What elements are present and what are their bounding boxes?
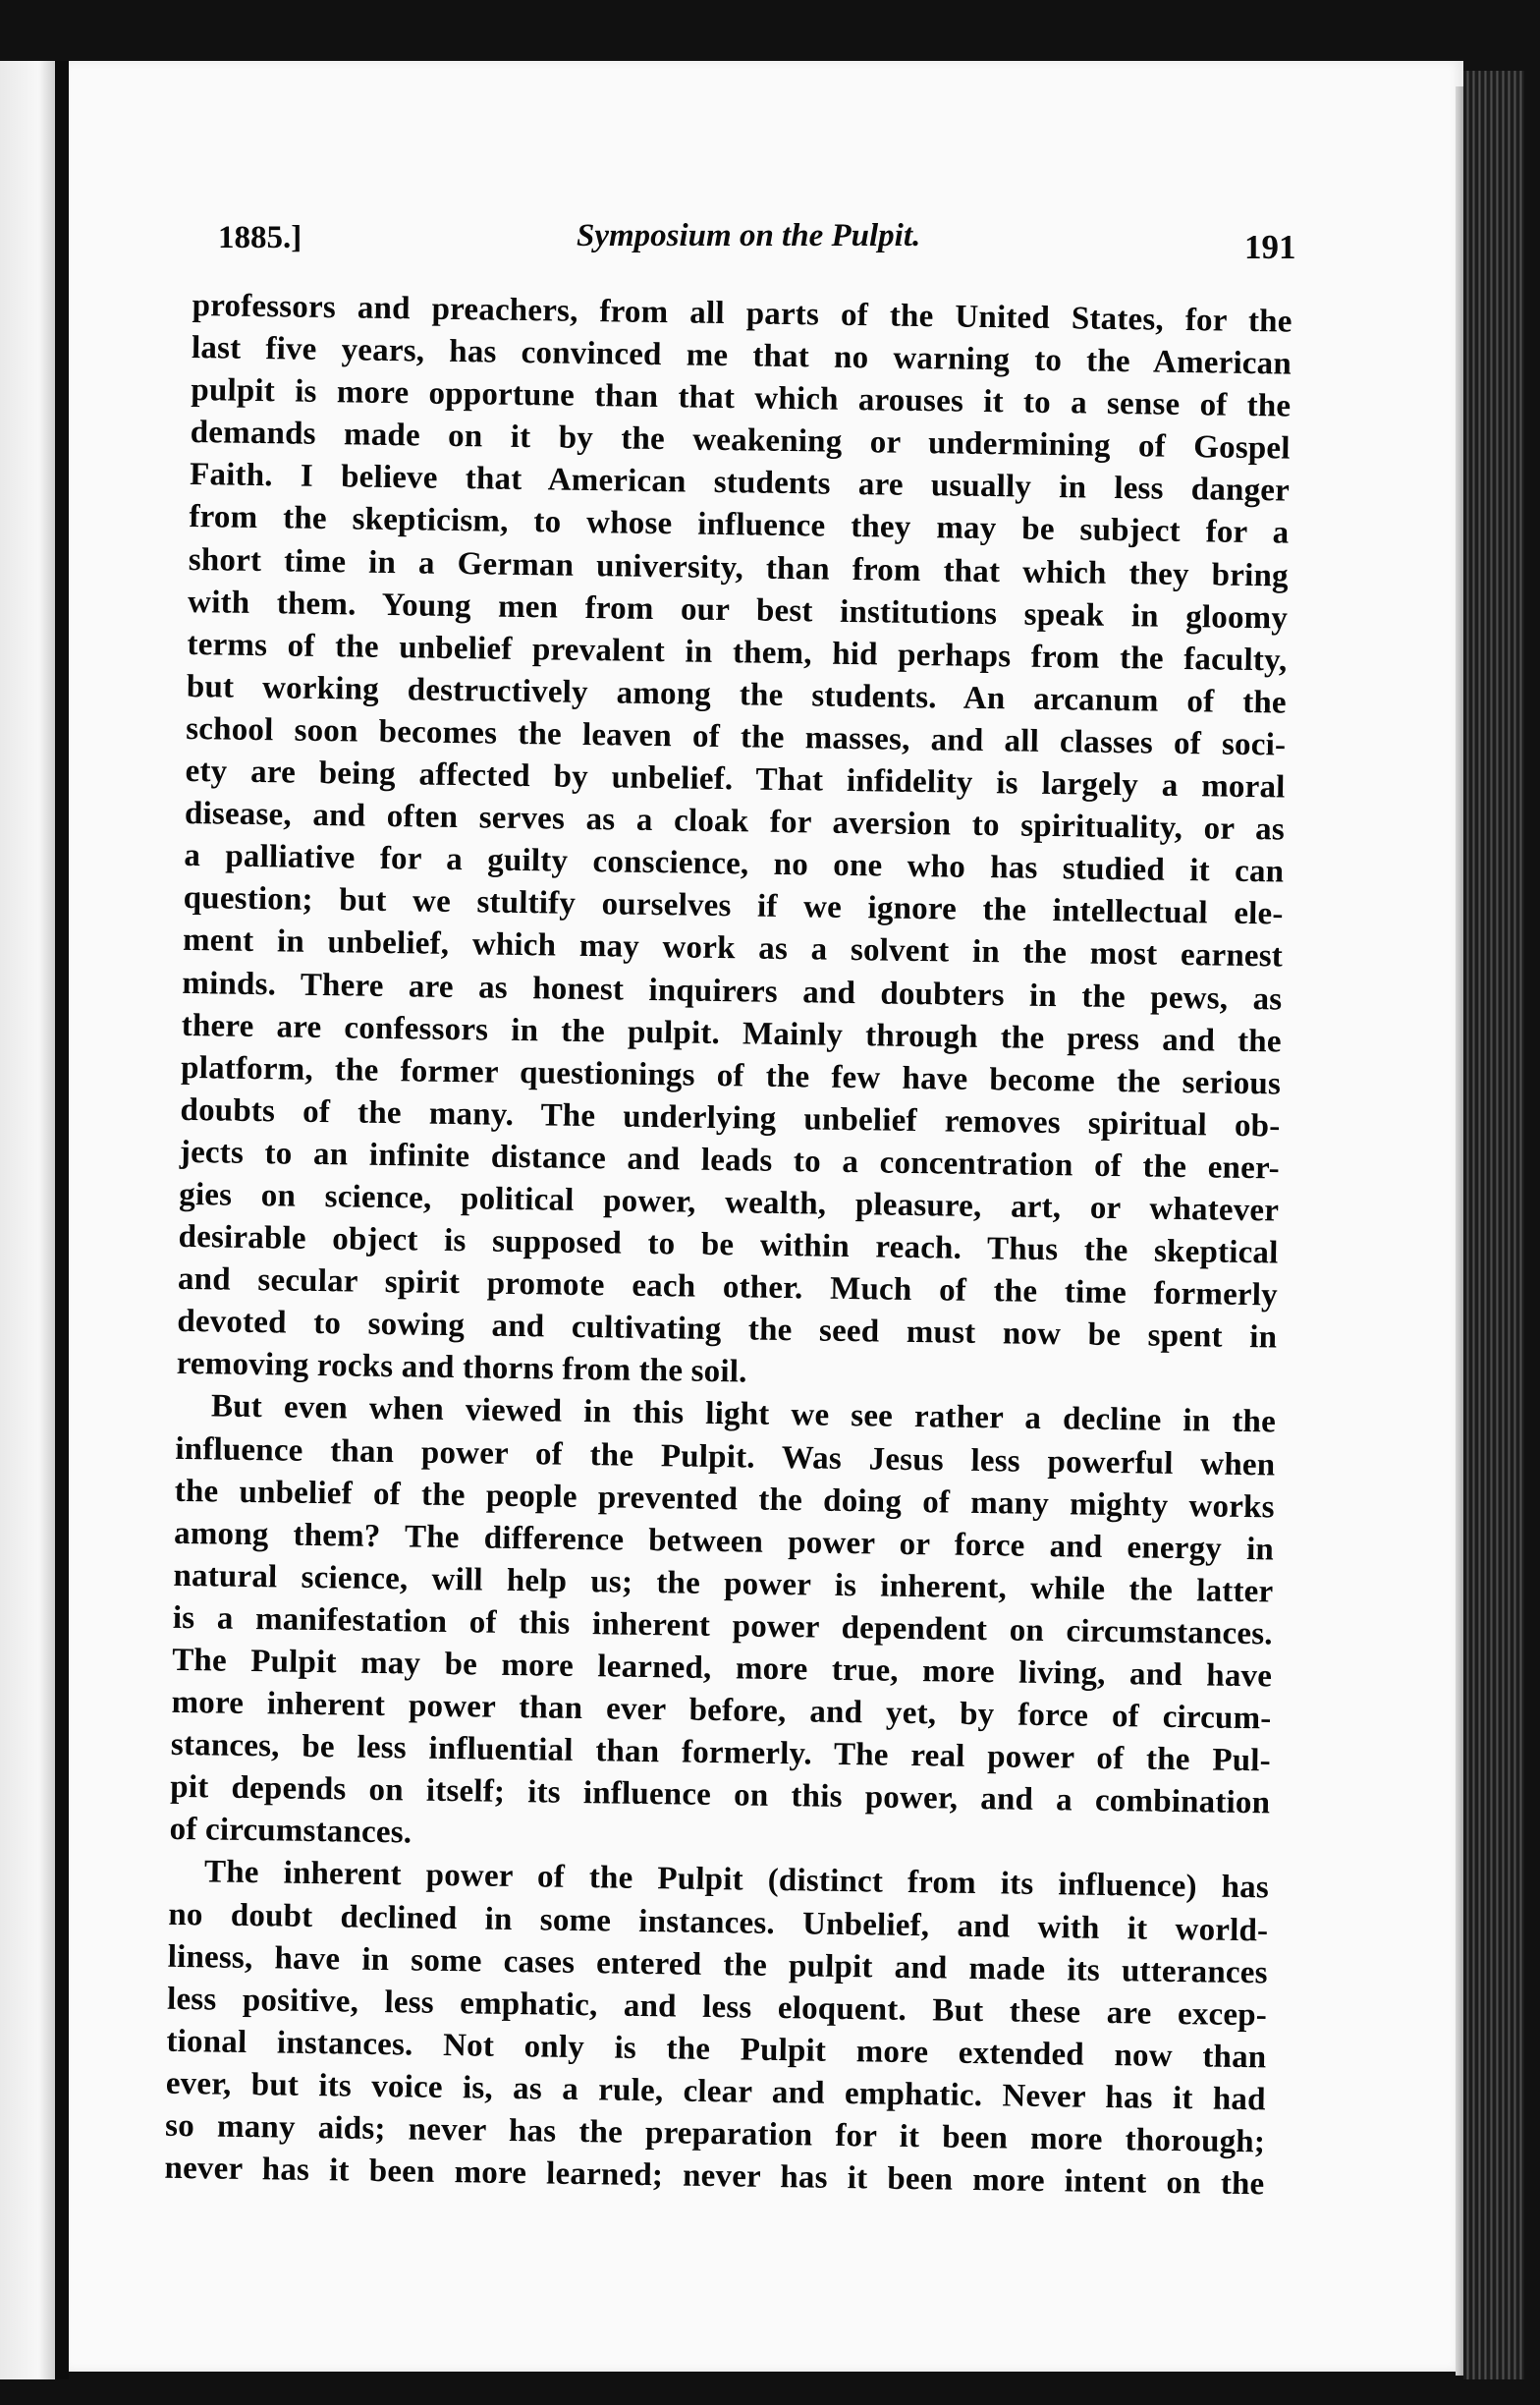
- body-text: [164, 285, 1292, 2207]
- text-line: more inherent power than ever before, and yet, by force of circum-: [171, 1684, 1272, 1737]
- text-line: of circumstances.: [169, 1812, 412, 1851]
- header-title: Symposium on the Pulpit.: [577, 218, 921, 253]
- text-line: with them. Young men from our best institutions speak in gloomy: [187, 584, 1289, 637]
- text-line: But even when viewed in this light we see rather a decline in the: [210, 1388, 1277, 1440]
- text-line: gies on science, political power, wealth, pleasure, art, or whatever: [178, 1176, 1280, 1229]
- text-line: The inherent power of the Pulpit (distinct from its influence) has: [203, 1854, 1270, 1906]
- text-line: ment in unbelief, which may work as a solvent in the most earnest: [182, 923, 1284, 975]
- text-line: liness, have in some cases entered the pulpit and made its utterances: [167, 1938, 1268, 1991]
- text-line: platform, the former questionings of the few have become the serious: [180, 1049, 1282, 1102]
- text-line: terms of the unbelief prevalent in them, hid perhaps from the faculty,: [187, 626, 1288, 679]
- text-line: never has it been more learned; never has it been more intent on the: [164, 2150, 1265, 2203]
- text-line: ety are being affected by unbelief. That infidelity is largely a moral: [185, 753, 1286, 806]
- page-number: 191: [1244, 228, 1296, 266]
- text-line: minds. There are as honest inquirers and doubters in the pews, as: [182, 965, 1283, 1018]
- header-year: 1885.]: [218, 220, 302, 255]
- page-stack-edge: [1463, 71, 1524, 2379]
- text-line: among them? The difference between power or force and energy in: [173, 1515, 1275, 1568]
- text-line: less positive, less emphatic, and less eloquent. But these are excep-: [166, 1981, 1268, 2034]
- text-line: school soon becomes the leaven of the masses, and all classes of soci-: [186, 710, 1287, 763]
- facing-page-edge: [0, 61, 55, 2379]
- text-line: and secular spirit promote each other. Much of the time formerly: [177, 1261, 1279, 1314]
- text-line: doubts of the many. The underlying unbelief removes spiritual ob-: [180, 1091, 1281, 1145]
- text-line: last five years, has convinced me that no warning to the American: [191, 330, 1292, 382]
- text-line: influence than power of the Pulpit. Was Jesus less powerful when: [175, 1430, 1276, 1483]
- text-line: a palliative for a guilty conscience, no one who has studied it can: [184, 838, 1285, 890]
- text-line: there are confessors in the pulpit. Mainly through the press and the: [181, 1007, 1282, 1060]
- text-line: short time in a German university, than from that which they bring: [188, 541, 1289, 594]
- text-line: professors and preachers, from all parts of the United States, for the: [192, 287, 1292, 340]
- text-line: desirable object is supposed to be within reach. Thus the skeptical: [178, 1218, 1279, 1271]
- text-line: no doubt declined in some instances. Unbelief, and with it world-: [168, 1896, 1269, 1948]
- text-line: devoted to sowing and cultivating the seed must now be spent in: [177, 1304, 1278, 1356]
- text-line: disease, and often serves as a cloak for aversion to spirituality, or as: [184, 796, 1286, 848]
- text-line: is a manifestation of this inherent power dependent on circumstances.: [172, 1599, 1274, 1652]
- text-line: tional instances. Not only is the Pulpit more extended now than: [166, 2023, 1267, 2076]
- text-line: pit depends on itself; its influence on this power, and a combination: [170, 1769, 1271, 1821]
- running-head: [218, 206, 1298, 265]
- text-line: pulpit is more opportune than that which arouses it to a sense of the: [191, 372, 1292, 424]
- text-line: removing rocks and thorns from the soil.: [176, 1346, 747, 1390]
- text-line: from the skepticism, to whose influence they may be subject for a: [189, 499, 1290, 552]
- text-line: stances, be less influential than formerly. The real power of the Pul-: [170, 1727, 1272, 1779]
- text-line: natural science, will help us; the power is inherent, while the latter: [173, 1557, 1274, 1610]
- text-line: demands made on it by the weakening or undermining of Gospel: [190, 415, 1291, 467]
- text-line: the unbelief of the people prevented the doing of many mighty works: [174, 1473, 1275, 1526]
- text-line: so many aids; never has the preparation for it been more thorough;: [164, 2107, 1266, 2160]
- book-gutter: [55, 61, 69, 2379]
- text-line: jects to an infinite distance and leads to a concentration of the ener-: [179, 1134, 1281, 1187]
- text-line: Faith. I believe that American students are usually in less danger: [189, 457, 1291, 509]
- text-line: The Pulpit may be more learned, more true, more living, and have: [171, 1642, 1273, 1695]
- text-line: but working destructively among the students. An arcanum of the: [186, 668, 1288, 721]
- text-line: ever, but its voice is, as a rule, clear and emphatic. Never has it had: [165, 2065, 1266, 2118]
- text-line: question; but we stultify ourselves if we ignore the intellectual ele-: [183, 880, 1284, 932]
